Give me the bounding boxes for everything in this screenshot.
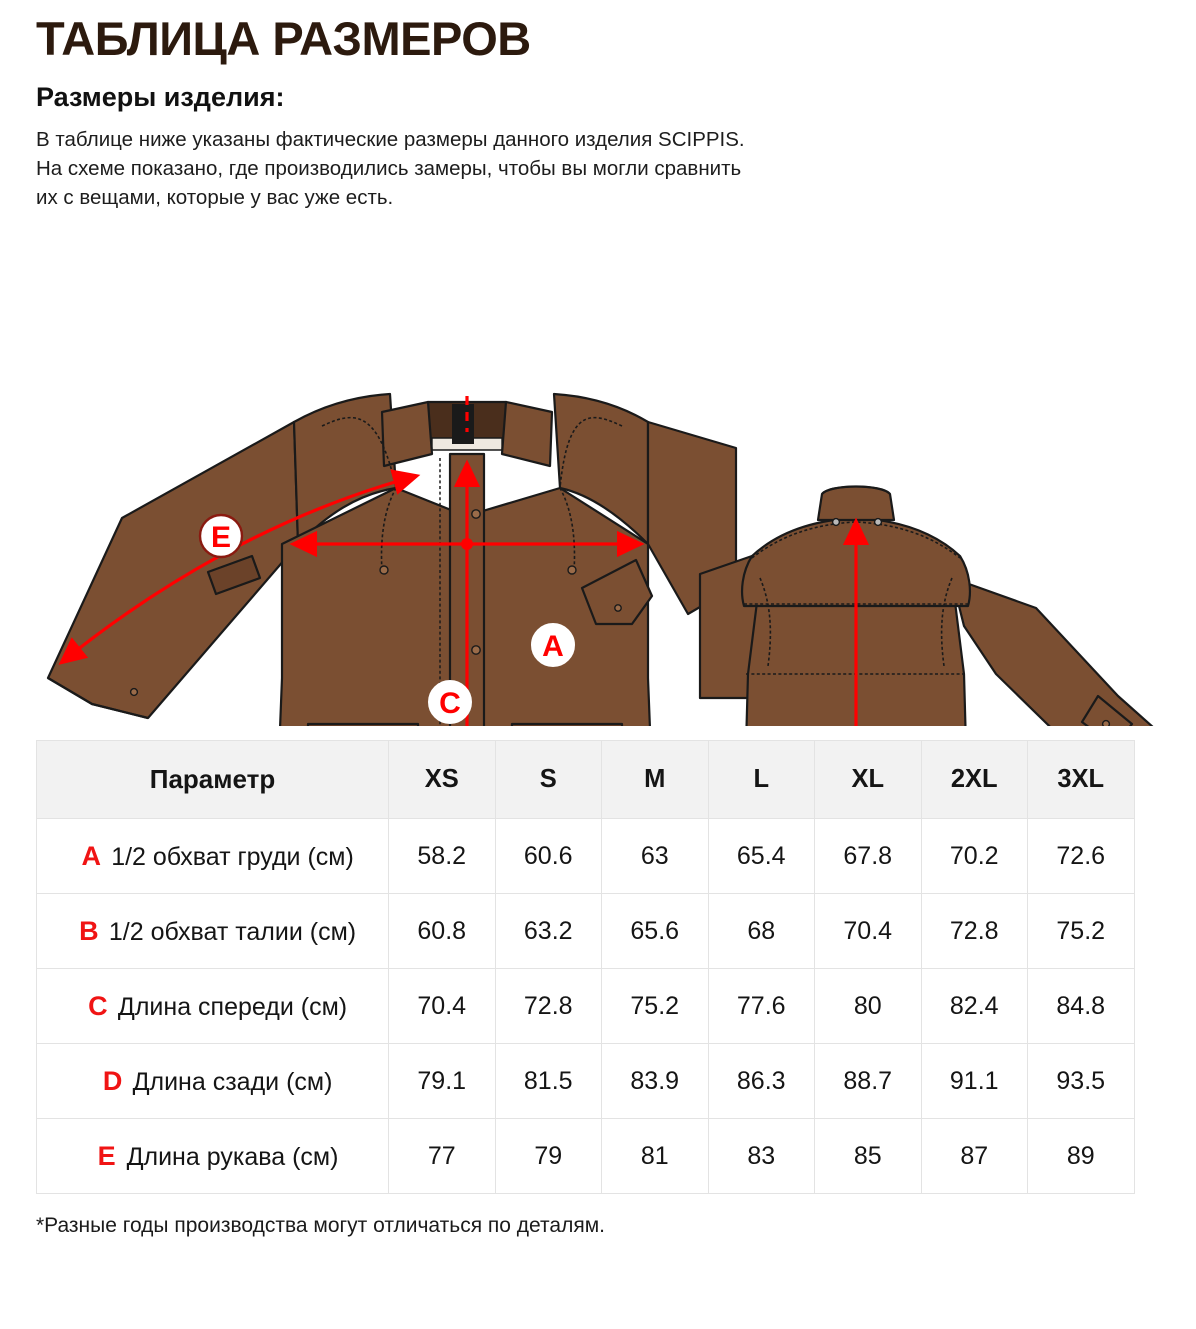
marker-c	[429, 681, 471, 723]
cell-b-xs: 60.8	[389, 894, 496, 969]
cell-d-2xl: 91.1	[921, 1044, 1028, 1119]
cell-a-m: 63	[602, 819, 709, 894]
cell-c-s: 72.8	[495, 969, 602, 1044]
section-subtitle: Размеры изделия:	[36, 82, 285, 113]
cell-d-xl: 88.7	[815, 1044, 922, 1119]
row-label-e	[37, 1119, 389, 1194]
row-letter-b: B	[79, 915, 99, 946]
cell-e-xl: 85	[815, 1119, 922, 1194]
row-label-a	[37, 819, 389, 894]
cell-b-l: 68	[708, 894, 815, 969]
row-letter-c: C	[88, 990, 108, 1021]
column-header-3xl: 3XL	[1028, 741, 1135, 819]
row-text-e: Длина рукава (см)	[126, 1142, 339, 1171]
cell-a-2xl: 70.2	[921, 819, 1028, 894]
row-text-c: Длина спереди (см)	[117, 992, 348, 1021]
table-header-row	[37, 741, 1135, 819]
row-text-b: 1/2 обхват талии (см)	[108, 917, 357, 946]
size-table	[36, 740, 1135, 1194]
intro-line-3: их с вещами, которые у вас уже есть.	[36, 186, 394, 210]
intro-line-1: В таблице ниже указаны фактические размеры данного изделия SCIPPIS.	[36, 128, 745, 152]
size-chart-page	[0, 14, 1196, 1329]
cell-c-l: 77.6	[708, 969, 815, 1044]
cell-b-2xl: 72.8	[921, 894, 1028, 969]
cell-d-3xl: 93.5	[1028, 1044, 1135, 1119]
column-header-xl: XL	[815, 741, 922, 819]
cell-e-s: 79	[495, 1119, 602, 1194]
cell-b-s: 63.2	[495, 894, 602, 969]
cell-d-xs: 79.1	[389, 1044, 496, 1119]
footnote: *Разные годы производства могут отличаться по деталям.	[36, 1214, 605, 1238]
cell-a-xl: 67.8	[815, 819, 922, 894]
cell-e-2xl: 87	[921, 1119, 1028, 1194]
cell-e-m: 81	[602, 1119, 709, 1194]
row-text-d: Длина сзади (см)	[132, 1067, 333, 1096]
table-row	[37, 969, 1135, 1044]
table-row	[37, 1119, 1135, 1194]
column-header-l: L	[708, 741, 815, 819]
row-letter-d: D	[102, 1065, 123, 1096]
cell-a-3xl: 72.6	[1028, 819, 1135, 894]
cell-c-xs: 70.4	[389, 969, 496, 1044]
row-letter-e: E	[97, 1140, 116, 1171]
size-table-container	[36, 740, 1134, 1194]
cell-d-l: 86.3	[708, 1044, 815, 1119]
measurement-diagram	[36, 226, 1160, 726]
row-text-a: 1/2 обхват груди (см)	[111, 842, 354, 871]
marker-c-label: C	[439, 687, 461, 721]
cell-e-xs: 77	[389, 1119, 496, 1194]
cell-c-xl: 80	[815, 969, 922, 1044]
marker-a-label: A	[542, 630, 564, 664]
cell-b-3xl: 75.2	[1028, 894, 1135, 969]
cell-c-2xl: 82.4	[921, 969, 1028, 1044]
front-jacket-illustration	[48, 394, 736, 726]
column-header-param: Параметр	[37, 741, 389, 819]
cell-a-l: 65.4	[708, 819, 815, 894]
cell-b-m: 65.6	[602, 894, 709, 969]
cell-b-xl: 70.4	[815, 894, 922, 969]
cell-c-3xl: 84.8	[1028, 969, 1135, 1044]
table-row	[37, 819, 1135, 894]
intro-paragraph	[36, 125, 996, 212]
column-header-2xl: 2XL	[921, 741, 1028, 819]
column-header-s: S	[495, 741, 602, 819]
table-row	[37, 894, 1135, 969]
cell-e-l: 83	[708, 1119, 815, 1194]
cell-c-m: 75.2	[602, 969, 709, 1044]
cell-e-3xl: 89	[1028, 1119, 1135, 1194]
table-row	[37, 1044, 1135, 1119]
column-header-xs: XS	[389, 741, 496, 819]
cell-a-s: 60.6	[495, 819, 602, 894]
column-header-m: M	[602, 741, 709, 819]
back-jacket-illustration	[700, 487, 1154, 727]
marker-e-label: E	[210, 521, 232, 555]
marker-e	[200, 515, 242, 557]
row-label-d	[37, 1044, 389, 1119]
row-label-b	[37, 894, 389, 969]
intro-line-2: На схеме показано, где производились замеры, чтобы вы могли сравнить	[36, 157, 742, 181]
marker-a	[532, 624, 574, 666]
page-title: ТАБЛИЦА РАЗМЕРОВ	[36, 12, 531, 65]
cell-d-s: 81.5	[495, 1044, 602, 1119]
cell-a-xs: 58.2	[389, 819, 496, 894]
row-letter-a: A	[81, 840, 101, 871]
row-label-c	[37, 969, 389, 1044]
cell-d-m: 83.9	[602, 1044, 709, 1119]
